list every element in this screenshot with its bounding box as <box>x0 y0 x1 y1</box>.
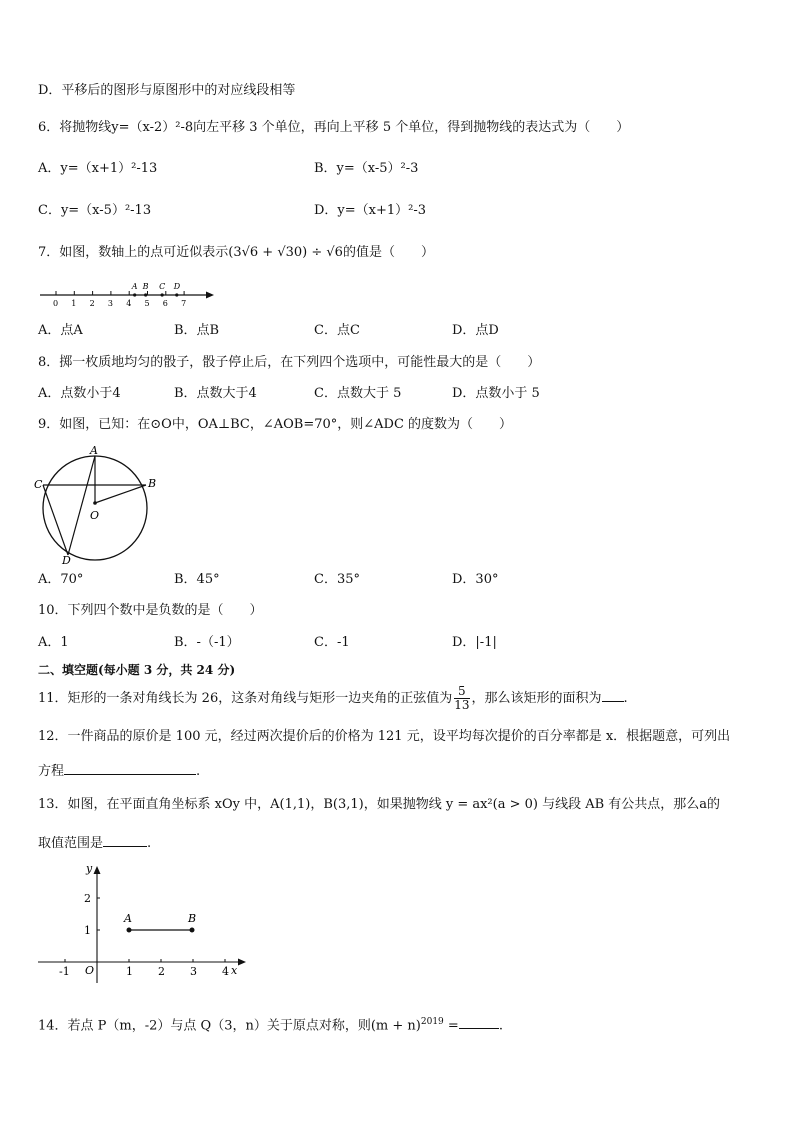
q9-label-d: D <box>62 554 71 567</box>
q11-frac-den: 13 <box>454 698 470 712</box>
q14-stem-pre: 14．若点 P（m，-2）与点 Q（3，n）关于原点对称，则 <box>38 1018 371 1034</box>
q9-stem: 9．如图，已知：在⊙O中，OA⊥BC，∠AOB=70°，则∠ADC 的度数为（ ） <box>38 417 513 432</box>
q10-option-a: A．1 <box>38 635 69 650</box>
q10-option-d: D．|-1| <box>452 635 497 650</box>
q13-line-2-end: . <box>147 836 152 851</box>
q8-option-b: B．点数大于4 <box>174 386 257 401</box>
q7-tick-label: 6 <box>162 299 168 308</box>
q7-tick-label: 4 <box>126 299 132 308</box>
q8-option-a: A．点数小于4 <box>38 386 121 401</box>
q7-point-label: C <box>159 282 166 291</box>
q13-y-tick-label: 2 <box>84 892 91 905</box>
q12-line-1: 12．一件商品的原价是 100 元，经过两次提价后的价格为 121 元，设平均每次提价的百分率都是 x．根据题意，可列出 <box>38 729 731 744</box>
q7-number-line <box>38 278 218 308</box>
q8-option-d: D．点数小于 5 <box>452 386 540 401</box>
q13-x-tick-label: 1 <box>126 965 133 978</box>
q13-y-axis-label: y <box>86 862 93 875</box>
q11-fraction <box>454 685 469 712</box>
q7-option-b: B．点B <box>174 323 220 338</box>
q5-option-d: D．平移后的图形与原图形中的对应线段相等 <box>38 83 296 98</box>
q7-option-d: D．点D <box>452 323 499 338</box>
q7-point-label: D <box>173 282 181 291</box>
q9-segment-ob <box>95 485 146 503</box>
q13-label-b: B <box>188 912 197 925</box>
q11-answer-blank[interactable] <box>602 687 624 702</box>
q9-label-c: C <box>34 478 43 491</box>
q9-circle-figure <box>34 442 164 567</box>
q7-point <box>161 293 164 296</box>
q13-origin-label: O <box>85 964 95 977</box>
q7-stem <box>38 244 434 262</box>
q7-stem-pre: 7．如图，数轴上的点可近似表示 <box>38 245 229 260</box>
q13-line-2 <box>38 832 151 853</box>
q10-option-c: C．-1 <box>314 635 350 650</box>
q13-x-tick-label: 4 <box>222 965 229 978</box>
q9-center-point <box>93 501 97 505</box>
q12-line-2 <box>38 760 200 781</box>
q14-exponent: 2019 <box>420 1017 444 1027</box>
q9-option-d: D．30° <box>452 572 499 587</box>
q6-option-a: A．y=（x+1）²-13 <box>38 161 158 176</box>
q7-expression: (3√6 + √30) ÷ √6 <box>228 245 343 260</box>
q8-option-c: C．点数大于 5 <box>314 386 402 401</box>
q6-option-c: C．y=（x-5）²-13 <box>38 203 152 218</box>
q7-tick-label: 2 <box>89 299 95 308</box>
q12-line-2-end: . <box>196 764 201 779</box>
q9-option-a: A．70° <box>38 572 84 587</box>
q7-tick-label: 3 <box>107 299 113 308</box>
q10-option-b: B．-（-1） <box>174 635 240 650</box>
q13-x-tick-label: -1 <box>59 965 70 978</box>
q9-option-c: C．35° <box>314 572 360 587</box>
q14-stem <box>38 1013 503 1035</box>
q7-point-label: B <box>142 282 149 291</box>
q7-tick-label: 0 <box>53 299 59 308</box>
q13-answer-blank[interactable] <box>103 832 147 847</box>
q7-stem-post: 的值是（ ） <box>342 245 434 260</box>
q7-option-c: C．点C <box>314 323 360 338</box>
q12-line-2-pre: 方程 <box>38 764 65 779</box>
q13-line-1: 13．如图，在平面直角坐标系 xOy 中，A(1,1)，B(3,1)，如果抛物线 y = ax²(a > 0) 与线段 AB 有公共点，那么a的 <box>38 797 721 812</box>
q14-stem-post: = <box>443 1018 459 1034</box>
section-2-title: 二、填空题(每小题 3 分，共 24 分) <box>38 663 236 677</box>
q13-coordinate-graph <box>32 858 252 988</box>
q13-y-tick-label: 1 <box>84 924 91 937</box>
q6-option-b: B．y=（x-5）²-3 <box>314 161 419 176</box>
q10-stem: 10．下列四个数中是负数的是（ ） <box>38 603 263 618</box>
q11-stem-end: . <box>623 691 628 706</box>
q13-point-a <box>127 928 132 933</box>
q7-tick-label: 5 <box>144 299 150 308</box>
q13-x-tick-label: 2 <box>158 965 165 978</box>
q14-answer-blank[interactable] <box>459 1014 499 1029</box>
q7-point <box>175 293 178 296</box>
q9-label-a: A <box>90 444 98 457</box>
q6-stem: 6．将抛物线y=（x-2）²-8向左平移 3 个单位，再向上平移 5 个单位，得到抛物线的表达式为（ ） <box>38 120 630 135</box>
q7-point <box>144 293 147 296</box>
q13-point-b <box>190 928 195 933</box>
q9-segment-ad <box>68 456 95 555</box>
q12-answer-blank[interactable] <box>64 760 196 775</box>
q11-stem <box>38 684 628 714</box>
q11-stem-post: ，那么该矩形的面积为 <box>471 691 602 706</box>
q14-stem-end: . <box>498 1018 503 1034</box>
q9-option-b: B．45° <box>174 572 220 587</box>
q9-segment-cd <box>43 485 68 555</box>
q9-label-o: O <box>90 509 100 522</box>
q13-label-a: A <box>124 912 132 925</box>
q7-point <box>133 293 136 296</box>
q6-option-d: D．y=（x+1）²-3 <box>314 203 427 218</box>
q13-x-axis-label: x <box>231 964 238 977</box>
q7-tick-label: 7 <box>181 299 187 308</box>
q11-frac-num: 5 <box>454 685 469 699</box>
q7-option-a: A．点A <box>38 323 83 338</box>
q13-line-2-pre: 取值范围是 <box>38 836 104 851</box>
q8-stem: 8．掷一枚质地均匀的骰子，骰子停止后，在下列四个选项中，可能性最大的是（ ） <box>38 355 541 370</box>
q7-point-label: A <box>131 282 138 291</box>
q13-x-tick-label: 3 <box>190 965 197 978</box>
q7-tick-label: 1 <box>71 299 77 308</box>
q11-stem-pre: 11．矩形的一条对角线长为 26，这条对角线与矩形一边夹角的正弦值为 <box>38 691 453 706</box>
q9-label-b: B <box>148 477 157 490</box>
q14-expression: (m + n) <box>370 1018 421 1034</box>
